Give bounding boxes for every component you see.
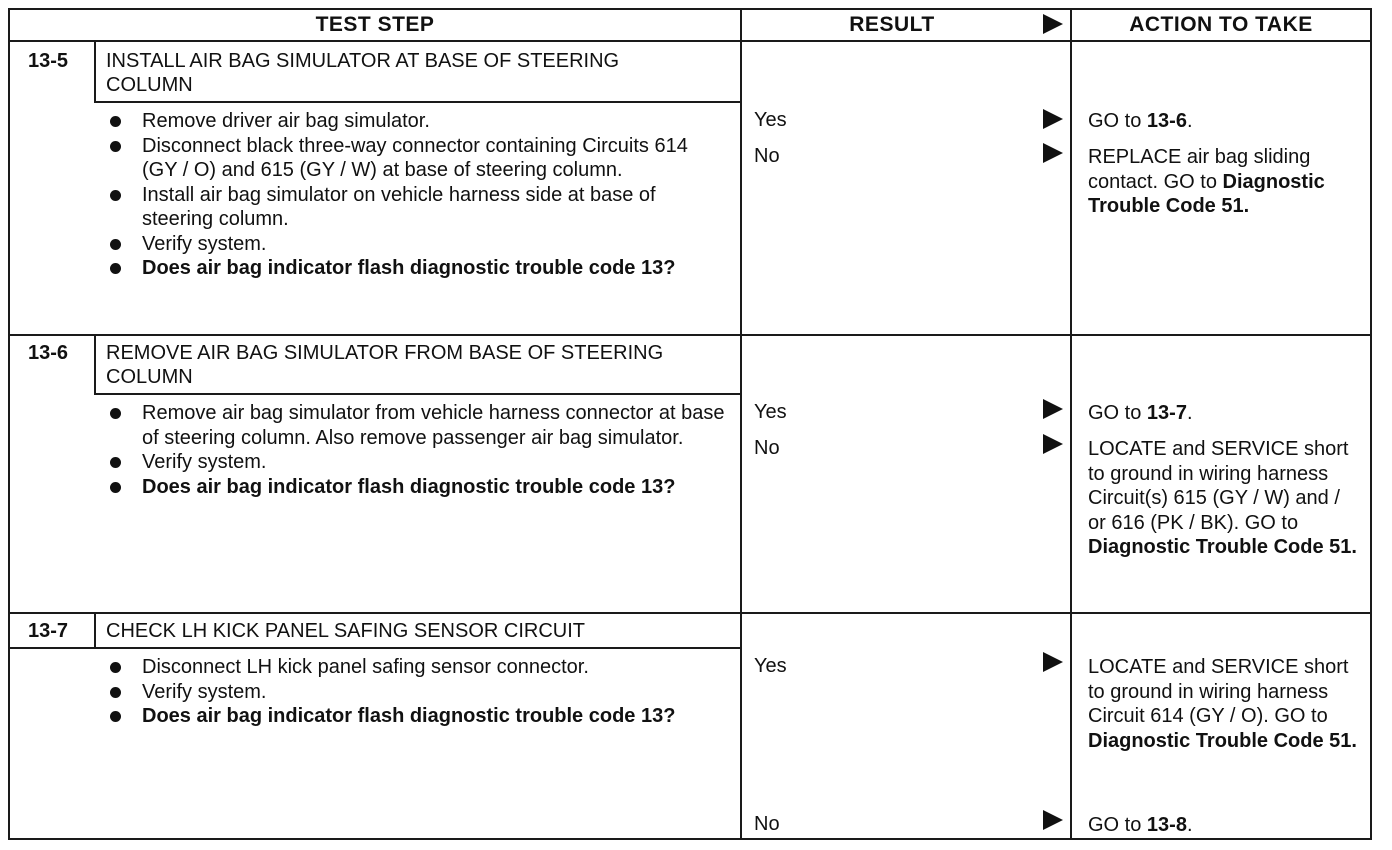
step-number-divider	[94, 334, 96, 395]
bullet-question: Does air bag indicator flash diagnostic trouble code 13?	[108, 475, 728, 500]
step-number-divider	[94, 40, 96, 103]
action-text	[1088, 655, 1363, 753]
bullet-item: Disconnect black three-way connector containing Circuits 614 (GY / O) and 615 (GY / W) at base of steering column.	[108, 134, 728, 183]
result-arrow-icon	[1043, 143, 1063, 163]
table-bottom-border	[8, 838, 1372, 840]
action-reference: 13-7	[1146, 402, 1187, 424]
header-test-step: TEST STEP	[315, 13, 435, 36]
action-reference: 13-8	[1146, 814, 1187, 836]
action-reference: Diagnostic Trouble Code 51.	[1088, 536, 1357, 558]
step-13-5-bottom-border	[8, 334, 1372, 336]
action-prefix: GO to	[1088, 402, 1147, 424]
result-arrow-icon	[1043, 109, 1063, 129]
step-number: 13-7	[28, 620, 69, 642]
action-prefix: GO to	[1088, 110, 1147, 132]
step-13-6-title-border	[94, 393, 740, 395]
result-column-border	[1070, 8, 1072, 840]
result-no: No	[754, 437, 780, 459]
header-bottom-border	[8, 40, 1372, 42]
step-number-divider	[94, 612, 96, 649]
bullet-question: Does air bag indicator flash diagnostic trouble code 13?	[108, 704, 728, 729]
header-arrow-icon	[1043, 14, 1063, 34]
bullet-item: Install air bag simulator on vehicle harness side at base of steering column.	[108, 183, 728, 232]
test-step-column-border	[740, 8, 742, 840]
bullet-item: Verify system.	[108, 680, 728, 705]
result-yes: Yes	[754, 655, 787, 677]
action-suffix: .	[1186, 814, 1193, 836]
bullet-item: Disconnect LH kick panel safing sensor connector.	[108, 655, 728, 680]
result-arrow-icon	[1043, 399, 1063, 419]
result-yes: Yes	[754, 401, 787, 423]
action-prefix: LOCATE and SERVICE short to ground in wiring harness Circuit 614 (GY / O). GO to	[1088, 656, 1349, 727]
bullet-item: Remove driver air bag simulator.	[108, 109, 728, 134]
bullet-item: Verify system.	[108, 232, 728, 257]
step-bullets	[108, 401, 728, 499]
table-left-border	[8, 8, 10, 840]
result-no: No	[754, 145, 780, 167]
result-no: No	[754, 813, 780, 835]
result-yes: Yes	[754, 109, 787, 131]
result-arrow-icon	[1043, 810, 1063, 830]
bullet-item: Verify system.	[108, 450, 728, 475]
header-action: ACTION TO TAKE	[1129, 13, 1313, 36]
action-reference: Diagnostic Trouble Code 51.	[1088, 729, 1357, 752]
header-result: RESULT	[849, 13, 935, 36]
bullet-question: Does air bag indicator flash diagnostic trouble code 13?	[108, 256, 728, 281]
step-number: 13-5	[28, 50, 69, 72]
result-arrow-icon	[1043, 652, 1063, 672]
step-bullets	[108, 655, 728, 729]
result-arrow-icon	[1043, 434, 1063, 454]
step-13-6-bottom-border	[8, 612, 1372, 614]
action-suffix: .	[1186, 402, 1193, 424]
step-13-7-title-border	[8, 647, 740, 649]
action-prefix: LOCATE and SERVICE short to ground in wiring harness Circuit(s) 615 (GY / W) and / or 616 (PK / BK). GO to	[1088, 438, 1349, 534]
step-title: CHECK LH KICK PANEL SAFING SENSOR CIRCUIT	[106, 620, 585, 642]
action-prefix: REPLACE air bag sliding contact. GO to	[1088, 146, 1311, 193]
bullet-item: Remove air bag simulator from vehicle harness connector at base of steering column. Also remove passenger air bag simulator.	[108, 401, 728, 450]
action-text	[1088, 145, 1363, 219]
action-suffix: .	[1186, 110, 1193, 132]
action-prefix: GO to	[1088, 814, 1147, 836]
table-right-border	[1370, 8, 1372, 840]
step-bullets	[108, 109, 728, 281]
action-text	[1088, 437, 1363, 560]
action-reference: 13-6	[1146, 110, 1187, 132]
action-text	[1088, 813, 1363, 838]
action-reference: Diagnostic Trouble Code 51.	[1088, 170, 1325, 217]
action-text	[1088, 401, 1363, 426]
action-text	[1088, 109, 1363, 134]
step-13-5-title-border	[94, 101, 740, 103]
step-title: REMOVE AIR BAG SIMULATOR FROM BASE OF STEERING COLUMN	[106, 342, 664, 388]
step-number: 13-6	[28, 342, 69, 364]
step-title: INSTALL AIR BAG SIMULATOR AT BASE OF STEERING COLUMN	[106, 50, 620, 96]
